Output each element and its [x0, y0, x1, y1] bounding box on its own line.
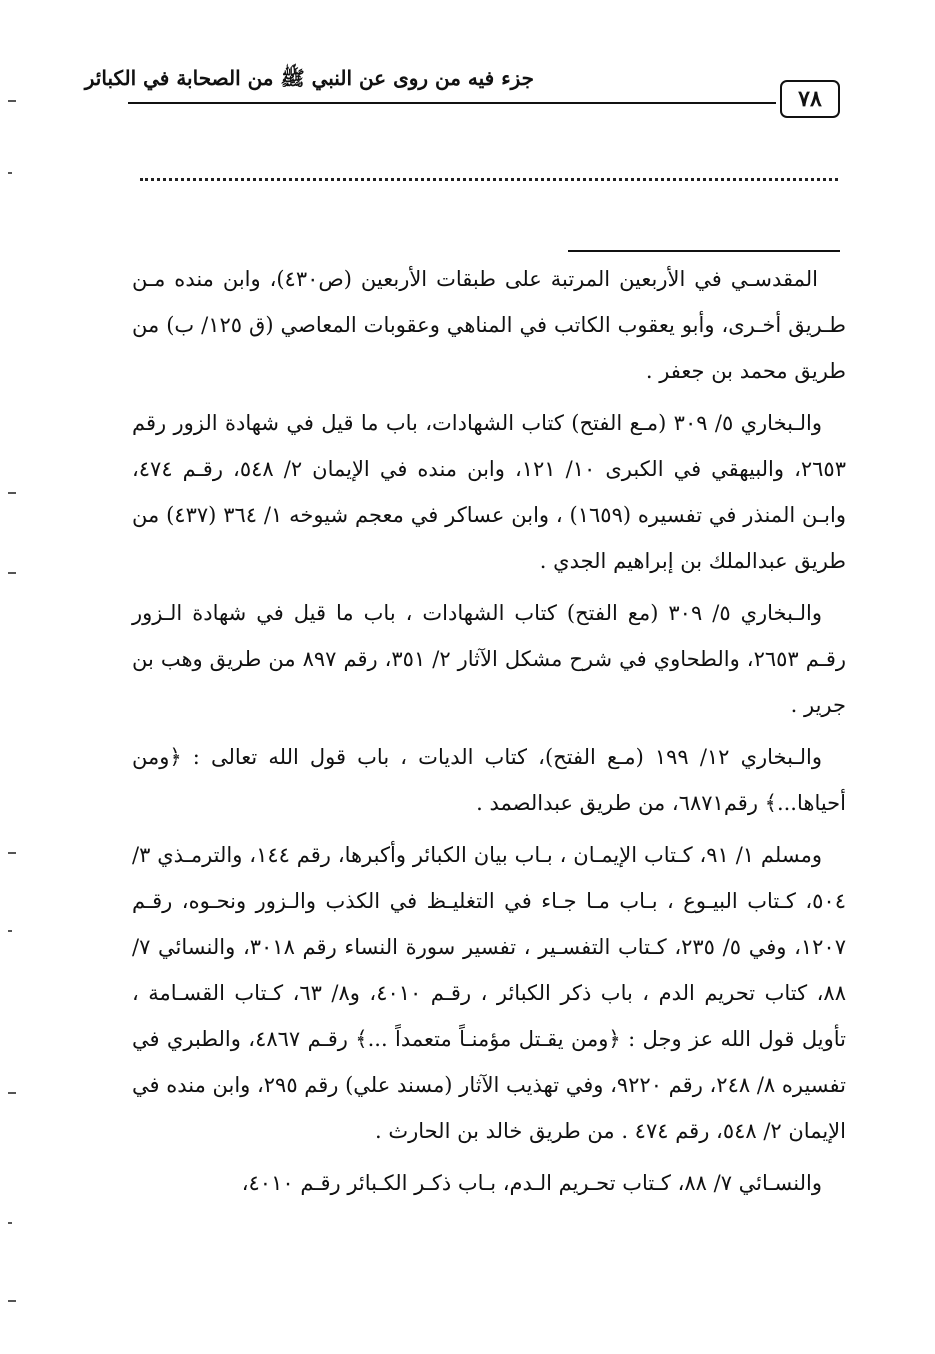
footnote-rule	[568, 250, 840, 252]
footnote-text	[132, 256, 846, 1212]
paragraph: والـبخاري ٥/ ٣٠٩ (مع الفتح) كتاب الشهادات ، باب ما قيل في شهادة الـزور رقـم ٢٦٥٣، والطحاوي في شرح مشكل الآثار ٢/ ٣٥١، رقم ٨٩٧ من طريق وهب بن جرير .	[132, 601, 847, 717]
scan-speck	[8, 172, 12, 174]
scan-speck	[8, 572, 16, 574]
dotted-separator	[140, 178, 838, 181]
scan-speck	[8, 1092, 16, 1094]
scan-speck	[8, 852, 16, 854]
scan-speck	[8, 1222, 12, 1224]
paragraph: والـبخاري ١٢/ ١٩٩ (مـع الفتح)، كتاب الديات ، باب قول الله تعالى : ﴿ومن أحياها...﴾ رقم٦٨٧١، من طريق عبدالصمد .	[132, 745, 846, 815]
page-number-badge: ٧٨	[780, 80, 840, 118]
header-rule	[128, 102, 776, 104]
paragraph: والـبخاري ٥/ ٣٠٩ (مـع الفتح) كتاب الشهادات، باب ما قيل في شهادة الزور رقم ٢٦٥٣، والبيهقي في الكبرى ١٠/ ١٢١، وابن منده في الإيمان ٢/ ٥٤٨، رقـم ٤٧٤، وابـن المنذر في تفسيره (١٦٥٩) ، وابن عساكر في معجم شيوخه ١/ ٣٦٤ (٤٣٧) من طريق عبدالملك بن إبراهيم الجدي .	[132, 411, 846, 573]
scan-speck	[8, 492, 16, 494]
page-header	[84, 62, 840, 112]
scan-speck	[8, 930, 12, 932]
paragraph: المقدسـي في الأربعين المرتبة على طبقات الأربعين (ص٤٣٠)، وابن منده مـن طـريق أخـرى، وأبو يعقوب الكاتب في المناهي وعقوبات المعاصي (ق ١٢٥/ ب) من طريق محمد بن جعفر .	[132, 267, 847, 383]
scan-speck	[8, 1300, 16, 1302]
paragraph: ومسلم ١/ ٩١، كـتاب الإيمـان ، بـاب بيان الكبائر وأكبرها، رقم ١٤٤، والترمـذي ٣/ ٥٠٤، كـتاب البيـوع ، بـاب مـا جـاء في التغليـظ في الكذب والـزور ونحـوه، رقـم ١٢٠٧، وفي ٥/ ٢٣٥، كـتاب التفسـير ، تفسير سورة النساء رقم ٣٠١٨، والنسائي ٧/ ٨٨، كتاب تحريم الدم ، باب ذكر الكبائر ، رقـم ٤٠١٠، و٨/ ٦٣، كـتاب القسـامة ، تأويل قول الله عز وجل : ﴿ومن يقـتل مؤمنـاً متعمداً ...﴾ رقـم ٤٨٦٧، والطبري في تفسيره ٨/ ٢٤٨، رقم ٩٢٢٠، وفي تهذيب الآثار (مسند علي) رقم ٢٩٥، وابن منده في الإيمان ٢/ ٥٤٨، رقم ٤٧٤ . من طريق خالد بن الحارث .	[132, 843, 846, 1143]
scan-speck	[8, 100, 16, 102]
running-title: جزء فيه من روى عن النبي ﷺ من الصحابة في الكبائر	[84, 66, 534, 90]
paragraph: والنسـائي ٧/ ٨٨، كـتاب تحـريم الـدم، بـاب ذكـر الكـبائر رقـم ٤٠١٠،	[241, 1171, 822, 1195]
